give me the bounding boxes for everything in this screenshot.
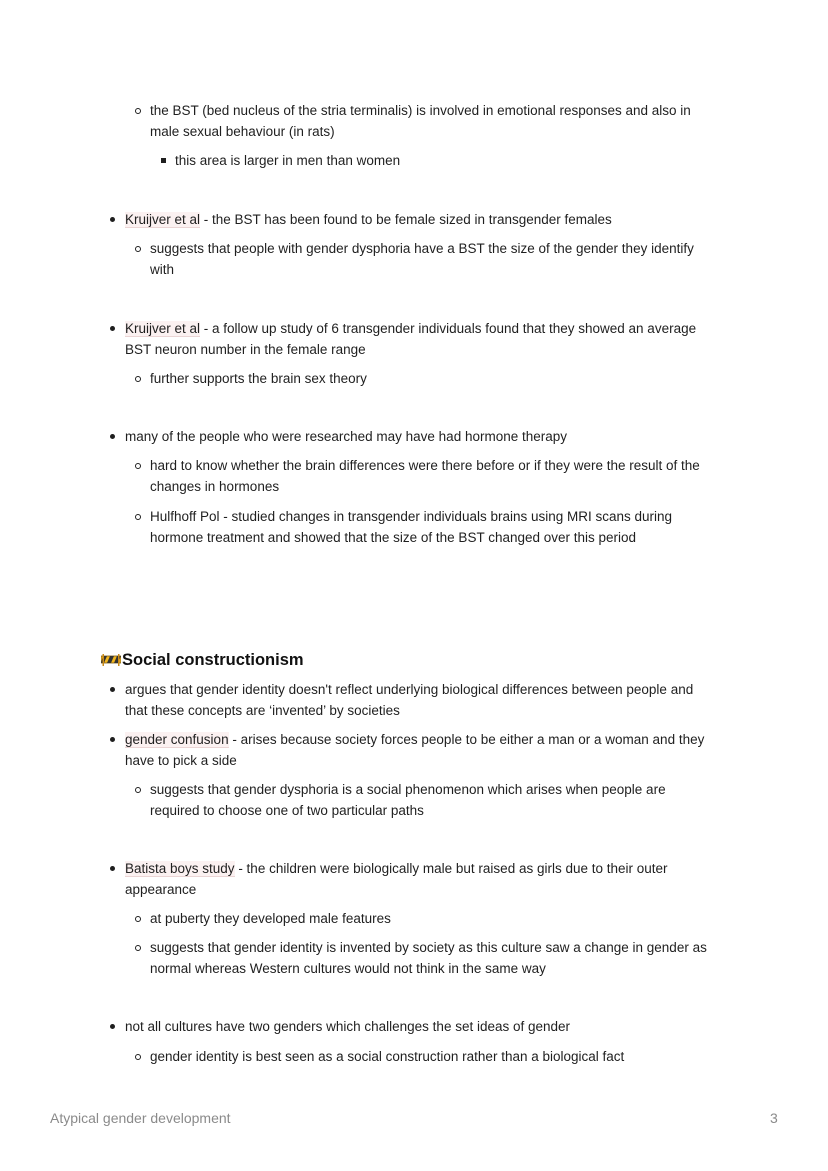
list-item: not all cultures have two genders which challenges the set ideas of gender [125,1016,570,1037]
page-number: 3 [770,1110,778,1126]
list-item: Hulfhoff Pol - studied changes in transgender individuals brains using MRI scans during [150,506,672,527]
list-item: the BST (bed nucleus of the stria terminalis) is involved in emotional responses and also in [150,100,691,121]
list-item: many of the people who were researched may have had hormone therapy [125,426,567,447]
list-item-continuation: that these concepts are ‘invented’ by societies [125,703,400,718]
highlighted-term: Kruijver et al [125,212,201,227]
section-heading: Social constructionism [101,649,304,671]
highlighted-term: gender confusion [125,732,229,747]
list-item: hard to know whether the brain differences were there before or if they were the result of the [150,455,700,476]
list-item: suggests that gender identity is invented by society as this culture saw a change in gender as [150,937,707,958]
list-item: suggests that gender dysphoria is a social phenomenon which arises when people are [150,779,666,800]
highlighted-term: Batista boys study [125,861,235,876]
list-item-continuation: hormone treatment and showed that the size of the BST changed over this period [150,530,637,545]
list-item: argues that gender identity doesn't reflect underlying biological differences between people and [125,679,693,700]
list-item: gender confusion - arises because society forces people to be either a man or a woman and they [125,729,704,750]
list-item-continuation: appearance [125,882,197,897]
list-item-continuation: required to choose one of two particular paths [150,803,424,818]
list-item-continuation: have to pick a side [125,753,237,768]
footer-title: Atypical gender development [50,1110,231,1126]
list-item: gender identity is best seen as a social construction rather than a biological fact [150,1046,624,1067]
list-item: Kruijver et al - a follow up study of 6 transgender individuals found that they showed an average [125,318,696,339]
list-item-continuation: with [150,262,175,277]
list-item-continuation: male sexual behaviour (in rats) [150,124,335,139]
list-item: this area is larger in men than women [175,150,400,171]
list-item: suggests that people with gender dysphoria have a BST the size of the gender they identify [150,238,694,259]
list-item-continuation: changes in hormones [150,479,280,494]
list-item-continuation: normal whereas Western cultures would not think in the same way [150,961,546,976]
construction-barrier-icon [101,650,121,662]
list-item: at puberty they developed male features [150,908,391,929]
highlighted-term: Kruijver et al [125,321,201,336]
list-item: further supports the brain sex theory [150,368,367,389]
list-item: Batista boys study - the children were biologically male but raised as girls due to their outer [125,858,668,879]
list-item: Kruijver et al - the BST has been found to be female sized in transgender females [125,209,612,230]
list-item-continuation: BST neuron number in the female range [125,342,366,357]
